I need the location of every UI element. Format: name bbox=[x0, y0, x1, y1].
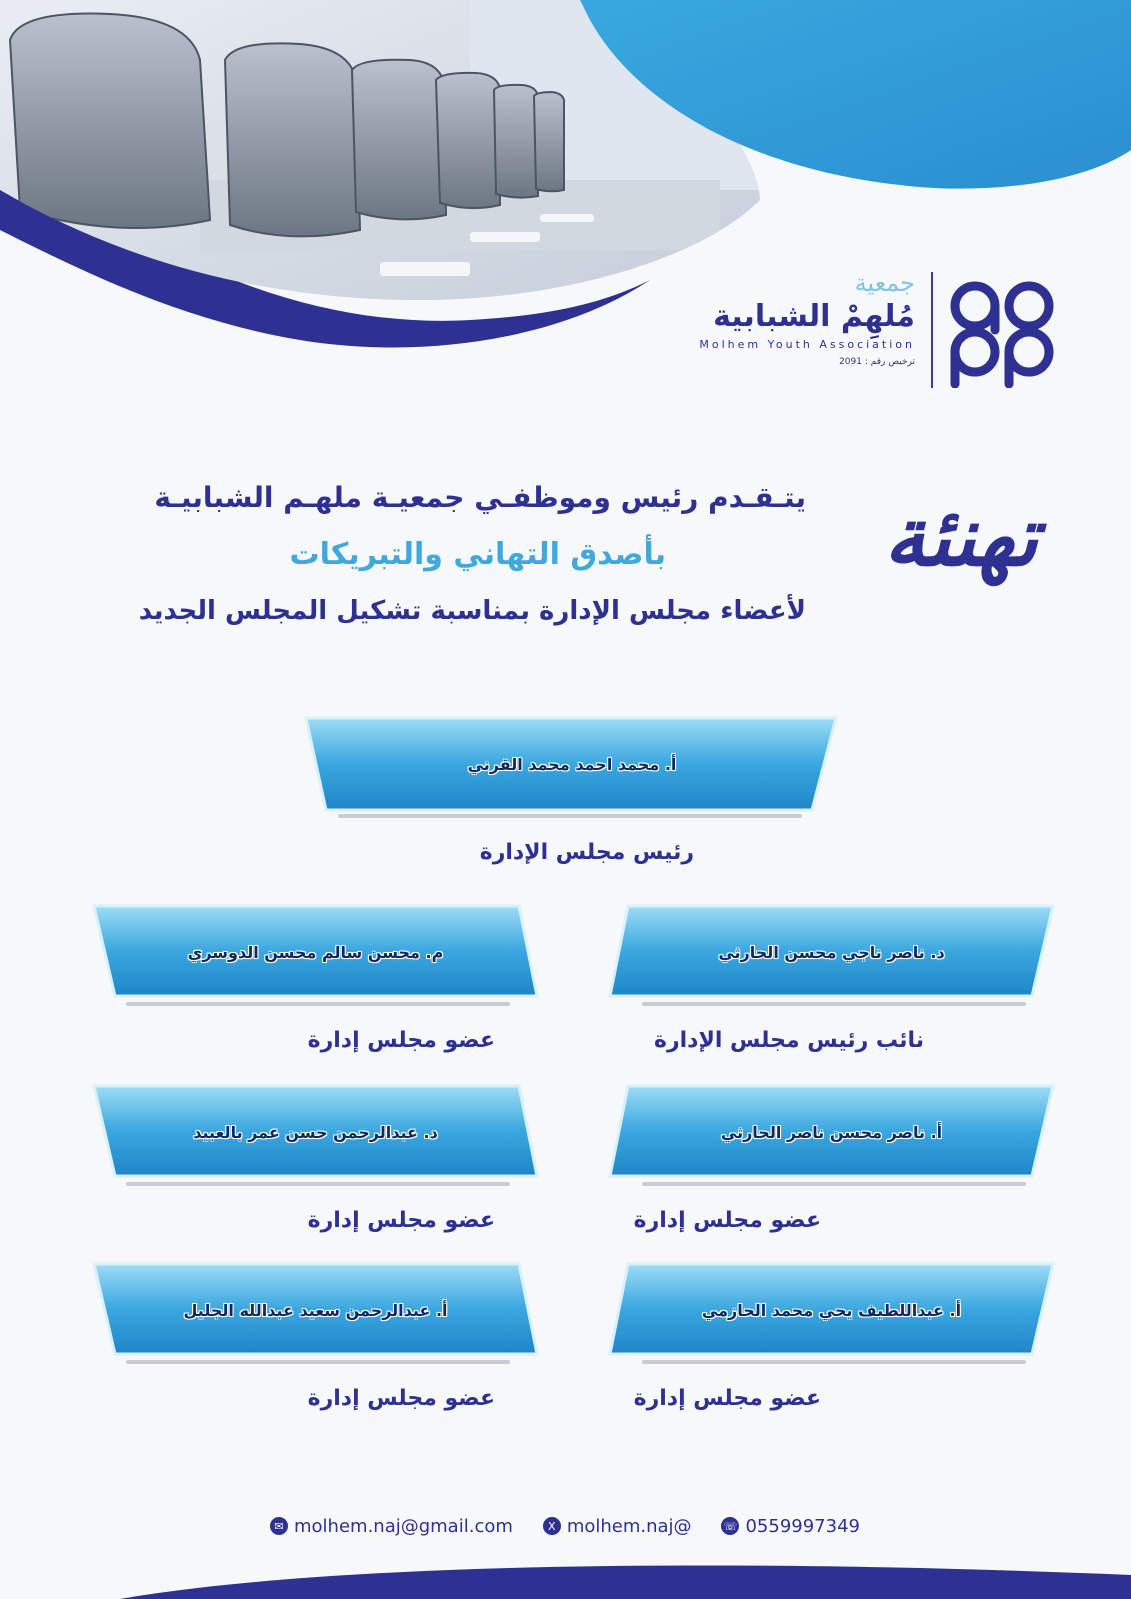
logo-name: مُلهِمْ الشبابية bbox=[713, 299, 915, 334]
member-plate bbox=[88, 1258, 543, 1411]
twitter-contact[interactable] bbox=[543, 1516, 692, 1537]
member-plate bbox=[604, 1080, 1059, 1233]
member-plate bbox=[88, 900, 543, 1053]
molhem-logo-icon bbox=[941, 268, 1061, 388]
logo-license: ترخيص رقم : 2091 bbox=[839, 357, 915, 367]
member-name: م. محسن سالم محسن الدوسري bbox=[187, 942, 444, 962]
phone-text: 0559997349 bbox=[745, 1515, 860, 1537]
x-twitter-icon: X bbox=[543, 1517, 561, 1535]
member-name: أ. عبدالرحمن سعيد عبدالله الجليل bbox=[183, 1300, 448, 1320]
greeting-line-3: لأعضاء مجلس الإدارة بمناسبة تشكيل المجلس الجديد bbox=[138, 596, 806, 626]
member-title: عضو مجلس إدارة bbox=[633, 1208, 821, 1233]
email-text: molhem.naj@gmail.com bbox=[294, 1515, 513, 1537]
greeting-line-2: بأصدق التهاني والتبريكات bbox=[289, 537, 666, 572]
chairman-plate bbox=[300, 712, 844, 865]
member-title: عضو مجلس إدارة bbox=[307, 1386, 495, 1411]
member-name: د. عبدالرحمن حسن عمر بالعبيد bbox=[193, 1122, 438, 1142]
phone-contact[interactable] bbox=[721, 1516, 860, 1537]
member-plate bbox=[604, 900, 1059, 1053]
contact-footer bbox=[270, 1512, 860, 1540]
member-title: عضو مجلس إدارة bbox=[307, 1028, 495, 1053]
chairman-title: رئيس مجلس الإدارة bbox=[479, 840, 694, 865]
logo-divider bbox=[931, 272, 933, 388]
logo-english-name: Molhem Youth Association bbox=[699, 338, 915, 351]
email-contact[interactable] bbox=[270, 1516, 513, 1537]
greeting-message bbox=[86, 470, 806, 638]
member-plate bbox=[88, 1080, 543, 1233]
association-logo bbox=[661, 268, 1061, 398]
logo-association-word: جمعية bbox=[854, 269, 915, 297]
member-name: د. ناصر ناجي محسن الحارثي bbox=[718, 942, 945, 962]
greeting-title-word: تهنئة bbox=[883, 489, 1039, 585]
email-icon: ✉ bbox=[270, 1517, 288, 1535]
member-plate bbox=[604, 1258, 1059, 1411]
member-title: نائب رئيس مجلس الإدارة bbox=[653, 1028, 924, 1053]
member-title: عضو مجلس إدارة bbox=[633, 1386, 821, 1411]
greeting-line-1: يتـقـدم رئيس وموظفـي جمعيـة ملهـم الشبابيـة bbox=[154, 481, 806, 514]
greeting-calligraphy bbox=[866, 462, 1056, 632]
logo-text bbox=[699, 268, 915, 367]
member-name: أ. ناصر محسن ناصر الحارثي bbox=[720, 1122, 943, 1142]
member-name: أ. عبداللطيف يحي محمد الحازمي bbox=[701, 1300, 962, 1320]
chairman-name: أ. محمد احمد محمد القرني bbox=[467, 754, 677, 774]
twitter-text: molhem.naj@ bbox=[566, 1515, 692, 1537]
whatsapp-icon: ☏ bbox=[721, 1517, 739, 1535]
member-title: عضو مجلس إدارة bbox=[307, 1208, 495, 1233]
